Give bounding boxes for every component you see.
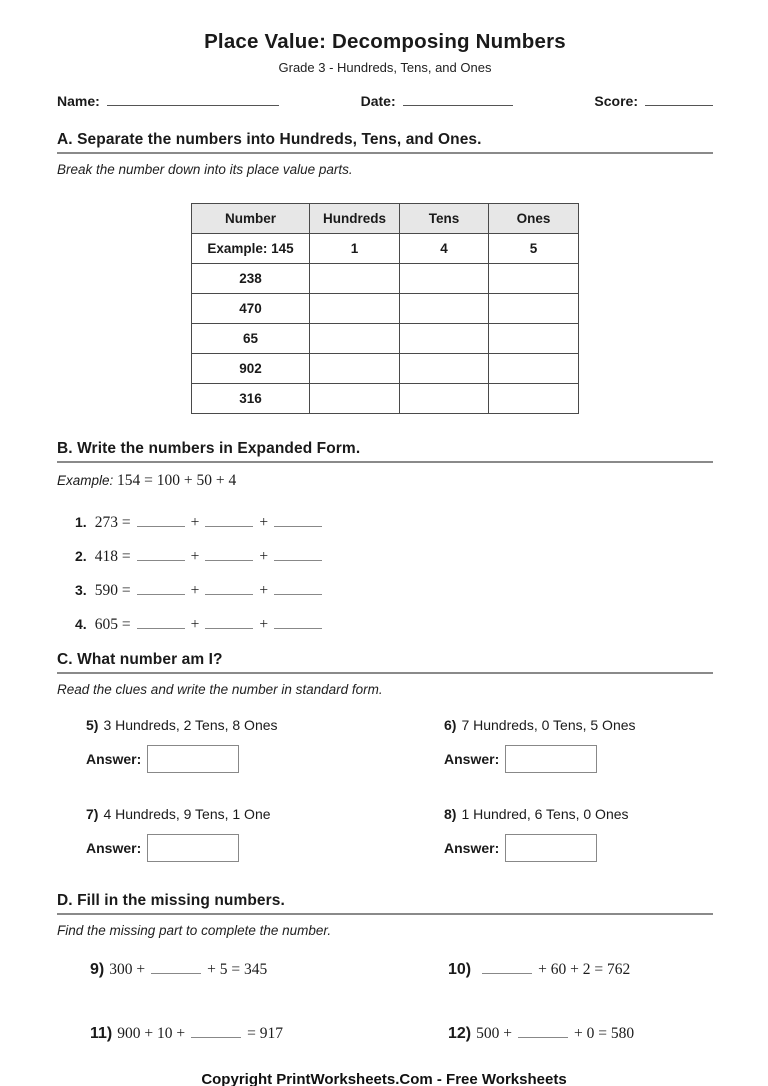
answer-line: [86, 745, 444, 773]
missing-number-item: [90, 1024, 448, 1044]
riddle-item: [444, 717, 713, 773]
date-input-line[interactable]: [403, 92, 513, 106]
question-number: 10): [448, 961, 472, 978]
plus-sign: +: [259, 548, 269, 565]
blank-hundreds[interactable]: [137, 582, 185, 595]
item-expression: 605 =: [94, 616, 131, 633]
section-c-instruction: Read the clues and write the number in standard form.: [57, 682, 383, 697]
number-cell: 238: [192, 264, 310, 294]
blank-hundreds[interactable]: [137, 514, 185, 527]
question-number: 5): [86, 717, 99, 733]
expanded-form-list: [57, 514, 713, 633]
expanded-form-item: [75, 616, 713, 633]
missing-number-item: [448, 960, 713, 980]
missing-number-grid: [57, 960, 713, 1044]
blank-ones[interactable]: [274, 514, 322, 527]
table-header-ones: Ones: [489, 204, 579, 234]
meta-row: [57, 92, 713, 109]
item-expression: 590 =: [94, 582, 131, 599]
riddle-item: [444, 806, 713, 862]
date-field-group: [361, 92, 513, 109]
equation-prefix: 300 +: [109, 961, 146, 978]
item-number: 2.: [75, 548, 87, 564]
page-subtitle: Grade 3 - Hundreds, Tens, and Ones: [278, 60, 492, 75]
answer-box[interactable]: [147, 834, 239, 862]
question-number: 12): [448, 1025, 472, 1042]
example-math: 154 = 100 + 50 + 4: [117, 472, 237, 489]
number-cell: 65: [192, 324, 310, 354]
expanded-form-item: [75, 548, 713, 565]
equation-suffix: + 5 = 345: [207, 961, 268, 978]
ones-answer-cell[interactable]: [489, 264, 579, 294]
section-a-heading: A. Separate the numbers into Hundreds, Tens, and Ones.: [57, 131, 482, 148]
number-cell: 902: [192, 354, 310, 384]
equation-prefix: 900 + 10 +: [117, 1025, 186, 1042]
table-header-row: [192, 204, 579, 234]
tens-answer-cell[interactable]: [400, 294, 489, 324]
section-d-rule: [57, 913, 713, 915]
example-label: Example:: [57, 473, 114, 488]
table-row-example: [192, 234, 579, 264]
section-b-example: [57, 472, 713, 490]
question-number: 11): [90, 1025, 113, 1042]
blank-missing-number[interactable]: [151, 961, 201, 974]
answer-box[interactable]: [147, 745, 239, 773]
ones-answer-cell[interactable]: [489, 384, 579, 414]
place-value-table: [191, 203, 579, 414]
answer-label: Answer:: [444, 840, 500, 856]
date-label: Date:: [360, 93, 396, 109]
answer-box[interactable]: [505, 745, 597, 773]
clue-text: 4 Hundreds, 9 Tens, 1 One: [103, 806, 271, 822]
item-expression: 273 =: [94, 514, 131, 531]
equation-suffix: + 0 = 580: [574, 1025, 635, 1042]
tens-answer-cell[interactable]: [400, 264, 489, 294]
number-cell: 470: [192, 294, 310, 324]
question-number: 8): [444, 806, 457, 822]
blank-hundreds[interactable]: [137, 616, 185, 629]
plus-sign: +: [259, 616, 269, 633]
expanded-form-item: [75, 514, 713, 531]
question-number: 9): [90, 961, 105, 978]
number-cell: 316: [192, 384, 310, 414]
answer-label: Answer:: [444, 751, 500, 767]
copyright-footer: Copyright PrintWorksheets.Com - Free Worksheets: [201, 1071, 567, 1086]
plus-sign: +: [190, 582, 200, 599]
plus-sign: +: [259, 582, 269, 599]
question-number: 6): [444, 717, 457, 733]
question-number: 7): [86, 806, 99, 822]
blank-ones[interactable]: [274, 582, 322, 595]
score-label: Score:: [594, 93, 638, 109]
riddle-item: [86, 806, 444, 862]
blank-tens[interactable]: [205, 548, 253, 561]
section-d-instruction: Find the missing part to complete the number.: [57, 923, 332, 938]
blank-tens[interactable]: [205, 616, 253, 629]
missing-number-item: [90, 960, 448, 980]
blank-hundreds[interactable]: [137, 548, 185, 561]
hundreds-answer-cell[interactable]: [310, 384, 400, 414]
riddle-item: [86, 717, 444, 773]
section-d-heading: D. Fill in the missing numbers.: [57, 892, 285, 909]
hundreds-answer-cell[interactable]: [310, 294, 400, 324]
table-header-hundreds: Hundreds: [310, 204, 400, 234]
equation-suffix: + 60 + 2 = 762: [538, 961, 631, 978]
plus-sign: +: [190, 616, 200, 633]
blank-tens[interactable]: [205, 514, 253, 527]
item-expression: 418 =: [94, 548, 131, 565]
answer-box[interactable]: [505, 834, 597, 862]
section-a-rule: [57, 152, 713, 154]
ones-answer-cell[interactable]: [489, 354, 579, 384]
section-b-heading: B. Write the numbers in Expanded Form.: [57, 440, 361, 457]
section-a-instruction: Break the number down into its place value parts.: [57, 162, 353, 177]
clue-line: [444, 806, 713, 823]
clue-line: [444, 717, 713, 734]
name-label: Name:: [57, 93, 100, 109]
tens-answer-cell[interactable]: [400, 324, 489, 354]
plus-sign: +: [190, 514, 200, 531]
hundreds-answer-cell[interactable]: [310, 324, 400, 354]
example-number-cell: Example: 145: [192, 234, 310, 264]
answer-line: [444, 834, 713, 862]
table-header-number: Number: [192, 204, 310, 234]
riddle-grid: [57, 717, 713, 862]
section-c-rule: [57, 672, 713, 674]
expanded-form-item: [75, 582, 713, 599]
item-number: 1.: [75, 514, 87, 530]
table-header-tens: Tens: [400, 204, 489, 234]
example-tens-cell: 4: [400, 234, 489, 264]
ones-answer-cell[interactable]: [489, 294, 579, 324]
table-row: [192, 384, 579, 414]
table-row: [192, 294, 579, 324]
score-field-group: [594, 92, 713, 109]
clue-text: 3 Hundreds, 2 Tens, 8 Ones: [103, 717, 278, 733]
answer-label: Answer:: [86, 840, 142, 856]
item-number: 3.: [75, 582, 87, 598]
equation-prefix: 500 +: [476, 1025, 512, 1042]
table-row: [192, 354, 579, 384]
blank-ones[interactable]: [274, 616, 322, 629]
ones-answer-cell[interactable]: [489, 324, 579, 354]
table-row: [192, 324, 579, 354]
answer-label: Answer:: [86, 751, 142, 767]
clue-line: [86, 717, 444, 734]
plus-sign: +: [259, 514, 269, 531]
score-input-line[interactable]: [645, 92, 713, 106]
plus-sign: +: [190, 548, 200, 565]
blank-tens[interactable]: [205, 582, 253, 595]
clue-text: 7 Hundreds, 0 Tens, 5 Ones: [461, 717, 636, 733]
blank-missing-number[interactable]: [518, 1025, 568, 1038]
name-input-line[interactable]: [107, 92, 279, 106]
clue-line: [86, 806, 444, 823]
blank-missing-number[interactable]: [482, 961, 532, 974]
clue-text: 1 Hundred, 6 Tens, 0 Ones: [461, 806, 629, 822]
hundreds-answer-cell[interactable]: [310, 354, 400, 384]
answer-line: [444, 745, 713, 773]
example-hundreds-cell: 1: [310, 234, 400, 264]
missing-number-item: [448, 1024, 713, 1044]
example-ones-cell: 5: [489, 234, 579, 264]
section-b-rule: [57, 461, 713, 463]
blank-ones[interactable]: [274, 548, 322, 561]
tens-answer-cell[interactable]: [400, 354, 489, 384]
answer-line: [86, 834, 444, 862]
equation-suffix: = 917: [247, 1025, 283, 1042]
tens-answer-cell[interactable]: [400, 384, 489, 414]
hundreds-answer-cell[interactable]: [310, 264, 400, 294]
section-c-heading: C. What number am I?: [57, 651, 223, 668]
name-field-group: [57, 92, 279, 109]
page-title: Place Value: Decomposing Numbers: [204, 30, 566, 53]
blank-missing-number[interactable]: [191, 1025, 241, 1038]
item-number: 4.: [75, 616, 87, 632]
table-row: [192, 264, 579, 294]
